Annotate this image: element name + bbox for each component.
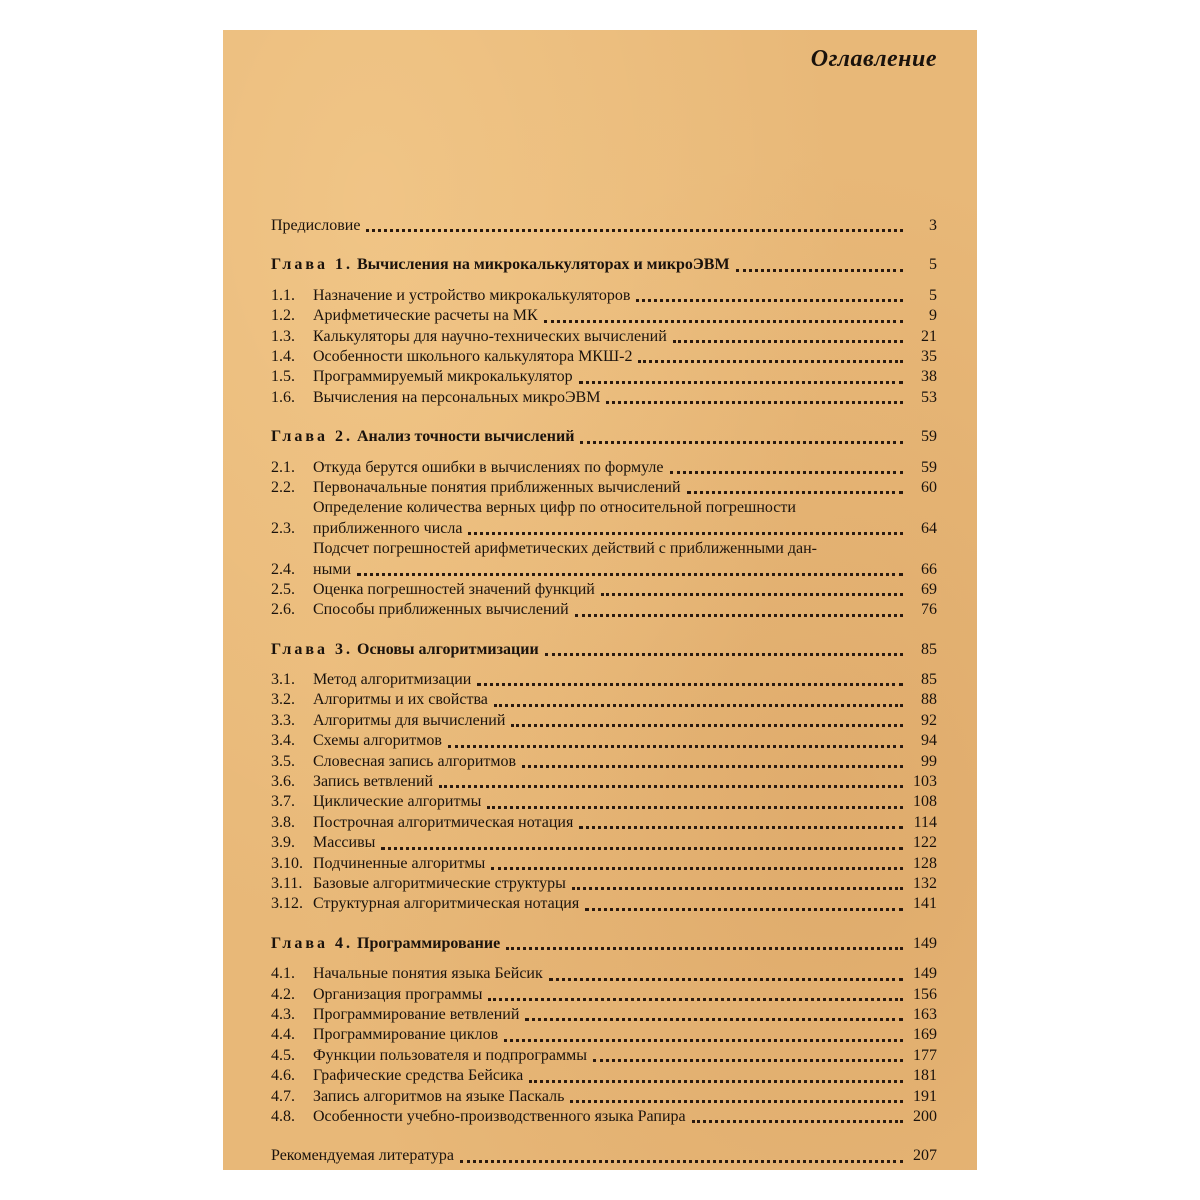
dot-leader (692, 1120, 903, 1123)
toc-section (271, 1025, 937, 1045)
section-number: 3.6. (271, 773, 295, 791)
section-title: Программирование ветвлений (313, 1005, 520, 1023)
dot-leader (570, 1100, 903, 1103)
toc-section (271, 367, 937, 387)
chapter-title-text: Программирование (357, 934, 501, 952)
dot-leader (487, 806, 903, 809)
section-number: 1.1. (271, 286, 295, 304)
toc-entry-page: 207 (913, 1147, 937, 1165)
toc-section (271, 498, 937, 539)
dot-leader (579, 381, 903, 384)
section-title: Особенности учебно-производственного языка Рапира (313, 1107, 686, 1125)
section-number: 1.6. (271, 388, 295, 406)
dot-leader (579, 826, 903, 829)
chapter-title-text: Основы алгоритмизации (357, 640, 539, 658)
section-page: 92 (921, 711, 937, 729)
section-page: 149 (913, 965, 937, 983)
section-title: Циклические алгоритмы (313, 793, 482, 811)
toc-section (271, 458, 937, 478)
section-title (313, 498, 937, 539)
dot-leader (529, 1080, 903, 1083)
toc-section (271, 1087, 937, 1107)
section-page: 181 (913, 1067, 937, 1085)
chapter-title-text: Анализ точности вычислений (357, 428, 575, 446)
section-number: 2.4. (271, 560, 295, 578)
section-page: 108 (913, 793, 937, 811)
toc-section (271, 1107, 937, 1127)
toc-entry-references (271, 1146, 937, 1166)
section-page: 191 (913, 1087, 937, 1105)
section-title: Графические средства Бейсика (313, 1067, 524, 1085)
section-number: 3.7. (271, 793, 295, 811)
section-number: 3.10. (271, 854, 303, 872)
dot-leader (494, 704, 903, 707)
section-title: Назначение и устройство микрокалькуляторов (313, 286, 631, 304)
toc-section (271, 478, 937, 498)
toc-chapter-4 (271, 934, 937, 954)
dot-leader (439, 785, 903, 788)
section-title: Особенности школьного калькулятора МКШ-2 (313, 347, 633, 365)
dot-leader (460, 1160, 903, 1163)
section-title: Массивы (313, 834, 376, 852)
section-page: 122 (913, 834, 937, 852)
toc-section (271, 772, 937, 792)
table-of-contents (271, 216, 937, 1167)
chapter-label: Глава 3. (271, 640, 353, 658)
section-title-line-2: приближенного числа (313, 519, 463, 537)
dot-leader (670, 471, 904, 474)
section-page: 114 (913, 813, 937, 831)
toc-section (271, 539, 937, 580)
toc-section (271, 985, 937, 1005)
section-title: Словесная запись алгоритмов (313, 752, 517, 770)
section-number: 3.5. (271, 752, 295, 770)
section-page: 35 (921, 347, 937, 365)
section-title: Программируемый микрокалькулятор (313, 368, 573, 386)
toc-section (271, 306, 937, 326)
chapter-label: Глава 1. (271, 256, 353, 274)
section-title: Функции пользователя и подпрограммы (313, 1046, 588, 1064)
section-page: 66 (921, 560, 937, 578)
toc-section (271, 964, 937, 984)
dot-leader (468, 532, 903, 535)
toc-section (271, 833, 937, 853)
toc-section (271, 388, 937, 408)
toc-section (271, 1046, 937, 1066)
section-number: 4.4. (271, 1026, 295, 1044)
section-number: 1.4. (271, 347, 295, 365)
section-number: 4.2. (271, 985, 295, 1003)
section-number: 3.1. (271, 671, 295, 689)
toc-chapter-1 (271, 255, 937, 275)
toc-entry-preface (271, 216, 937, 236)
section-page: 88 (921, 691, 937, 709)
section-page: 200 (913, 1107, 937, 1125)
section-page: 5 (929, 286, 937, 304)
toc-section (271, 752, 937, 772)
dot-leader (544, 320, 903, 323)
chapter-label: Глава 2. (271, 428, 353, 446)
section-page: 60 (921, 478, 937, 496)
section-page: 59 (921, 458, 937, 476)
toc-section (271, 731, 937, 751)
section-title (313, 539, 937, 580)
dot-leader (572, 887, 903, 890)
section-number: 4.8. (271, 1107, 295, 1125)
section-number: 4.6. (271, 1067, 295, 1085)
section-title: Базовые алгоритмические структуры (313, 874, 566, 892)
section-title: Арифметические расчеты на МК (313, 307, 538, 325)
dot-leader (549, 978, 903, 981)
dot-leader (580, 441, 903, 444)
dot-leader (638, 360, 903, 363)
section-title: Подчиненные алгоритмы (313, 854, 486, 872)
toc-section (271, 813, 937, 833)
section-number: 1.3. (271, 327, 295, 345)
dot-leader (525, 1018, 903, 1021)
book-page (223, 30, 977, 1170)
section-number: 2.6. (271, 601, 295, 619)
toc-section (271, 894, 937, 914)
dot-leader (357, 573, 903, 576)
dot-leader (506, 947, 903, 950)
toc-chapter-title (271, 640, 539, 660)
section-page: 21 (921, 327, 937, 345)
section-number: 2.1. (271, 458, 295, 476)
section-page: 94 (921, 732, 937, 750)
page-heading: Оглавление (810, 46, 937, 72)
section-number: 4.7. (271, 1087, 295, 1105)
toc-entry-title: Предисловие (271, 216, 361, 234)
dot-leader (636, 299, 903, 302)
section-page: 76 (921, 601, 937, 619)
toc-chapter-title (271, 255, 730, 275)
section-number: 3.12. (271, 895, 303, 913)
section-number: 2.5. (271, 580, 295, 598)
section-page: 156 (913, 985, 937, 1003)
section-title: Метод алгоритмизации (313, 671, 472, 689)
section-title: Программирование циклов (313, 1026, 499, 1044)
chapter-label: Глава 4. (271, 934, 353, 952)
toc-section (271, 327, 937, 347)
toc-section (271, 874, 937, 894)
section-title: Способы приближенных вычислений (313, 601, 569, 619)
section-page: 177 (913, 1046, 937, 1064)
section-page: 64 (921, 519, 937, 537)
section-page: 103 (913, 773, 937, 791)
section-title: Вычисления на персональных микроЭВМ (313, 388, 601, 406)
dot-leader (575, 614, 903, 617)
chapter-title-text: Вычисления на микрокалькуляторах и микроЭВМ (357, 256, 730, 274)
dot-leader (601, 593, 903, 596)
dot-leader (606, 401, 903, 404)
section-page: 99 (921, 752, 937, 770)
section-title-line-1: Подсчет погрешностей арифметических действий с приближенными дан- (313, 540, 817, 558)
toc-section (271, 854, 937, 874)
dot-leader (585, 908, 903, 911)
section-number: 4.3. (271, 1005, 295, 1023)
toc-section (271, 690, 937, 710)
section-page: 9 (929, 307, 937, 325)
section-number: 3.11. (271, 874, 303, 892)
toc-section (271, 1005, 937, 1025)
dot-leader (491, 867, 903, 870)
section-number: 2.3. (271, 519, 295, 537)
dot-leader (504, 1039, 903, 1042)
section-number: 3.9. (271, 834, 295, 852)
dot-leader (511, 724, 903, 727)
dot-leader (448, 745, 903, 748)
section-title: Организация программы (313, 985, 483, 1003)
dot-leader (593, 1059, 903, 1062)
section-number: 1.5. (271, 368, 295, 386)
section-number: 4.5. (271, 1046, 295, 1064)
section-page: 69 (921, 580, 937, 598)
dot-leader (381, 847, 903, 850)
section-title: Калькуляторы для научно-технических вычислений (313, 327, 667, 345)
section-number: 3.8. (271, 813, 295, 831)
toc-entry-page: 149 (913, 934, 937, 952)
section-number: 3.2. (271, 691, 295, 709)
section-title: Начальные понятия языка Бейсик (313, 965, 543, 983)
section-number: 3.3. (271, 711, 295, 729)
toc-section (271, 1066, 937, 1086)
dot-leader (522, 765, 903, 768)
toc-chapter-title (271, 427, 574, 447)
section-title: Структурная алгоритмическая нотация (313, 895, 580, 913)
section-page: 38 (921, 368, 937, 386)
toc-entry-page: 85 (921, 640, 937, 658)
section-title-line-2: ными (313, 560, 351, 578)
section-page: 128 (913, 854, 937, 872)
section-page: 141 (913, 895, 937, 913)
toc-section (271, 670, 937, 690)
toc-section (271, 600, 937, 620)
section-title: Запись ветвлений (313, 773, 434, 791)
toc-chapter-2 (271, 427, 937, 447)
dot-leader (736, 269, 903, 272)
section-title: Схемы алгоритмов (313, 732, 442, 750)
section-page: 132 (913, 874, 937, 892)
section-number: 1.2. (271, 307, 295, 325)
dot-leader (687, 491, 903, 494)
toc-section (271, 580, 937, 600)
toc-chapter-3 (271, 640, 937, 660)
section-title: Запись алгоритмов на языке Паскаль (313, 1087, 565, 1105)
toc-section (271, 711, 937, 731)
toc-entry-page: 5 (929, 256, 937, 274)
section-title-line-1: Определение количества верных цифр по относительной погрешности (313, 499, 796, 517)
section-number: 4.1. (271, 965, 295, 983)
section-title: Алгоритмы для вычислений (313, 711, 506, 729)
toc-section (271, 286, 937, 306)
section-page: 163 (913, 1005, 937, 1023)
section-title: Алгоритмы и их свойства (313, 691, 488, 709)
toc-entry-page: 59 (921, 428, 937, 446)
dot-leader (366, 229, 903, 232)
toc-entry-title: Рекомендуемая литература (271, 1147, 454, 1165)
section-title: Первоначальные понятия приближенных вычислений (313, 478, 681, 496)
section-title: Откуда берутся ошибки в вычислениях по формуле (313, 458, 664, 476)
toc-section (271, 347, 937, 367)
toc-chapter-title (271, 934, 500, 954)
toc-entry-page: 3 (929, 216, 937, 234)
section-number: 2.2. (271, 478, 295, 496)
section-title: Оценка погрешностей значений функций (313, 580, 595, 598)
dot-leader (673, 340, 903, 343)
section-title: Построчная алгоритмическая нотация (313, 813, 574, 831)
dot-leader (477, 683, 903, 686)
section-number: 3.4. (271, 732, 295, 750)
section-page: 169 (913, 1026, 937, 1044)
section-page: 85 (921, 671, 937, 689)
toc-section (271, 792, 937, 812)
dot-leader (545, 653, 903, 656)
section-page: 53 (921, 388, 937, 406)
dot-leader (488, 998, 903, 1001)
